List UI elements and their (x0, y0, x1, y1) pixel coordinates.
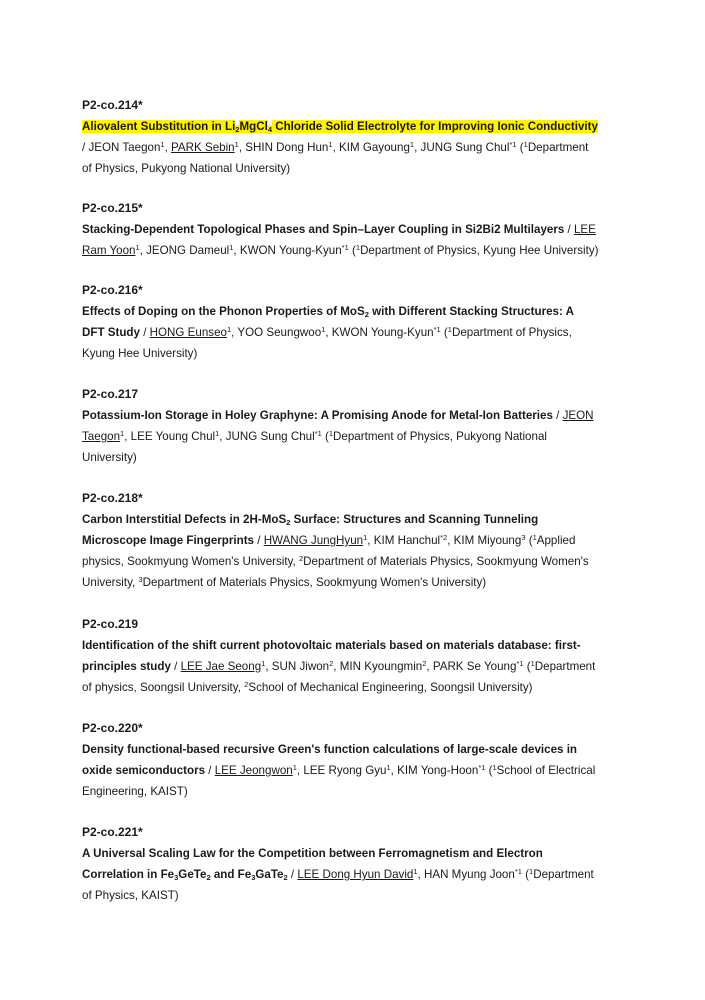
abstract-line (82, 760, 624, 781)
affiliation-marker: 1 (447, 325, 452, 334)
text-run: , HAN Myung Joon (417, 868, 515, 881)
text-run: Department of Physics, Pukyong National (333, 430, 547, 443)
affiliation-marker: 1 (328, 140, 333, 149)
abstract-line (82, 677, 624, 698)
affiliation-marker: 1 (160, 140, 165, 149)
abstract-entry (82, 280, 624, 364)
presenter-name: Ram Yoon (82, 244, 136, 257)
text-run: , KWON Young-Kyun (325, 326, 434, 339)
abstract-line (82, 739, 624, 760)
abstract-line (82, 551, 624, 572)
abstract-line (82, 781, 624, 802)
abstract-line (82, 426, 624, 447)
abstract-entry (82, 384, 624, 468)
text-run: ( (485, 764, 493, 777)
title-text: and Fe (210, 868, 252, 881)
presenter-name: HWANG JungHyun (263, 534, 364, 547)
title-text: MgCl (239, 120, 268, 133)
affiliation-marker: 3 (521, 533, 526, 542)
title-text: GeTe (178, 868, 207, 881)
chemical-subscript: 2 (286, 518, 291, 527)
text-run: Department of Physics, Kyung Hee University) (360, 244, 599, 257)
text-run: / (205, 764, 215, 777)
affiliation-marker: 1 (292, 763, 297, 772)
text-run: , KIM Yong-Hoon (390, 764, 479, 777)
text-run: , (164, 141, 172, 154)
affiliation-marker: *1 (478, 763, 486, 772)
affiliation-marker: 2 (329, 659, 334, 668)
abstract-line (82, 885, 624, 906)
affiliation-marker: 1 (530, 659, 535, 668)
title-text: oxide semiconductors (82, 764, 206, 777)
title-text: Effects of Doping on the Phonon Properties of MoS (82, 305, 365, 318)
text-run: , JUNG Sung Chul (219, 430, 315, 443)
text-run: University, (82, 576, 139, 589)
text-run: University) (82, 451, 137, 464)
abstract-line (82, 322, 624, 343)
text-run: / (139, 326, 150, 339)
text-run: Engineering, KAIST) (82, 785, 188, 798)
affiliation-marker: *1 (509, 140, 517, 149)
abstract-line (82, 219, 624, 240)
chemical-subscript: 3 (251, 873, 256, 882)
text-run: ( (521, 868, 530, 881)
title-text: Potassium-Ion Storage in Holey Graphyne: A Promising Anode for Metal-Ion Batteries (82, 409, 553, 422)
presenter-name: PARK Sebin (171, 141, 235, 154)
text-run: , KWON Young-Kyun (233, 244, 342, 257)
title-text: Chloride Solid Electrolyte for Improving Ionic Conductivity (271, 120, 598, 133)
affiliation-marker: 2 (422, 659, 427, 668)
title-text: Aliovalent Substitution in Li (82, 120, 236, 133)
affiliation-marker: 1 (135, 243, 140, 252)
title-text: Identification of the shift current photovoltaic materials based on materials database: first- (82, 639, 581, 652)
abstract-line (82, 343, 624, 364)
affiliation-marker: 3 (138, 575, 143, 584)
text-run: / (287, 868, 298, 881)
text-run: , LEE Ryong Gyu (296, 764, 387, 777)
abstract-line (82, 240, 624, 261)
text-run: , LEE Young Chul (124, 430, 216, 443)
text-run: Department (527, 141, 589, 154)
chemical-subscript: 2 (206, 873, 211, 882)
text-run: , KIM Gayoung (332, 141, 410, 154)
affiliation-marker: 1 (409, 140, 415, 149)
title-text: Density functional-based recursive Green's function calculations of large-scale devices in (82, 743, 578, 756)
text-run: , KIM Hanchul (367, 534, 441, 547)
text-run: ( (523, 660, 531, 673)
abstract-entry (82, 822, 624, 906)
title-text: with Different Stacking Structures: A (368, 305, 575, 318)
abstract-entry (82, 95, 624, 179)
presenter-name: LEE Jeongwon (214, 764, 293, 777)
text-run: , JEONG Dameul (139, 244, 230, 257)
abstract-entry (82, 198, 624, 261)
presenter-name: LEE Dong Hyun David (297, 868, 414, 881)
text-run: / JEON Taegon (82, 141, 161, 154)
abstract-line (82, 158, 624, 179)
text-run: ( (440, 326, 448, 339)
abstract-line (82, 405, 624, 426)
chemical-subscript: 2 (283, 873, 288, 882)
abstract-line (82, 137, 624, 158)
title-text: Microscope Image Fingerprints (82, 534, 255, 547)
text-run: , YOO Seungwoo (231, 326, 322, 339)
affiliation-marker: *1 (516, 659, 524, 668)
abstract-entry (82, 488, 624, 593)
affiliation-marker: 1 (229, 243, 234, 252)
presenter-name: LEE (573, 223, 596, 236)
text-run: / (564, 223, 574, 236)
text-run: ( (348, 244, 356, 257)
affiliation-marker: 1 (532, 533, 537, 542)
abstract-line (82, 635, 624, 656)
abstract-code: P2-co.217 (82, 387, 139, 401)
text-run: Department (533, 868, 594, 881)
text-run: , PARK Se Young (426, 660, 517, 673)
chemical-subscript: 4 (267, 125, 272, 134)
title-text: Surface: Structures and Scanning Tunneling (290, 513, 539, 526)
text-run: of Physics, KAIST) (82, 889, 179, 902)
title-text: Correlation in Fe (82, 868, 175, 881)
text-run: / (254, 534, 264, 547)
title-text: GaTe (255, 868, 284, 881)
text-run: / (552, 409, 563, 422)
affiliation-marker: *1 (433, 325, 441, 334)
abstract-code: P2-co.220* (82, 721, 143, 735)
abstract-entry (82, 718, 624, 802)
affiliation-marker: 2 (299, 554, 304, 563)
text-run: , KIM Miyoung (447, 534, 522, 547)
abstract-line (82, 301, 624, 322)
affiliation-marker: 1 (413, 867, 418, 876)
text-run: , SUN Jiwon (265, 660, 330, 673)
text-run: Kyung Hee University) (82, 347, 198, 360)
abstract-code: P2-co.219 (82, 617, 139, 631)
affiliation-marker: 1 (215, 429, 220, 438)
affiliation-marker: 1 (529, 867, 534, 876)
text-run: Department of Materials Physics, Sookmyung Women's (303, 555, 589, 568)
presenter-name: Taegon (82, 430, 121, 443)
affiliation-marker: 1 (226, 325, 232, 334)
abstract-line (82, 572, 624, 593)
affiliation-marker: *1 (514, 867, 522, 876)
affiliation-marker: 1 (328, 429, 334, 438)
text-run: Applied (536, 534, 576, 547)
text-run: of Physics, Pukyong National University) (82, 162, 291, 175)
chemical-subscript: 2 (364, 310, 369, 319)
abstract-line (82, 656, 624, 677)
title-text: principles study (82, 660, 171, 673)
abstract-line (82, 530, 624, 551)
title-text: Stacking-Dependent Topological Phases and Spin–Layer Coupling in Si2Bi2 Multilayers (82, 223, 565, 236)
text-run: Department (534, 660, 596, 673)
text-run: / (170, 660, 181, 673)
abstract-code: P2-co.214* (82, 98, 143, 112)
chemical-subscript: 3 (174, 873, 179, 882)
presenter-name: JEON (562, 409, 594, 422)
affiliation-marker: 1 (492, 763, 497, 772)
presenter-name: HONG Eunseo (149, 326, 227, 339)
abstract-code: P2-co.216* (82, 283, 143, 297)
text-run: of physics, Soongsil University, (82, 681, 245, 694)
text-run: , MIN Kyoungmin (333, 660, 423, 673)
chemical-subscript: 2 (235, 125, 240, 134)
affiliation-marker: 1 (261, 659, 266, 668)
text-run: School of Mechanical Engineering, Soongsil University) (248, 681, 533, 694)
affiliation-marker: 1 (386, 763, 391, 772)
presenter-name: LEE Jae Seong (180, 660, 262, 673)
text-run: ( (516, 141, 524, 154)
abstract-line (82, 843, 624, 864)
abstract-line (82, 116, 624, 137)
abstract-entry (82, 614, 624, 698)
affiliation-marker: *1 (314, 429, 322, 438)
text-run: Department of Physics, (451, 326, 572, 339)
affiliation-marker: 1 (355, 243, 361, 252)
affiliation-marker: 2 (244, 680, 249, 689)
affiliation-marker: 1 (234, 140, 239, 149)
text-run: , JUNG Sung Chul (414, 141, 510, 154)
abstract-code: P2-co.215* (82, 201, 143, 215)
affiliation-marker: 1 (363, 533, 368, 542)
affiliation-marker: 1 (120, 429, 125, 438)
affiliation-marker: 1 (321, 325, 326, 334)
abstract-line (82, 864, 624, 885)
affiliation-marker: 1 (523, 140, 528, 149)
text-run: Department of Materials Physics, Sookmyung Women's University) (142, 576, 487, 589)
text-run: ( (525, 534, 533, 547)
abstract-line (82, 447, 624, 468)
title-text: A Universal Scaling Law for the Competition between Ferromagnetism and Electron (82, 847, 543, 860)
text-run: physics, Sookmyung Women's University, (82, 555, 299, 568)
text-run: School of Electrical (496, 764, 596, 777)
abstract-code: P2-co.218* (82, 491, 143, 505)
title-text: DFT Study (82, 326, 140, 339)
abstract-line (82, 509, 624, 530)
text-run: , SHIN Dong Hun (238, 141, 329, 154)
abstract-code: P2-co.221* (82, 825, 143, 839)
title-text: Carbon Interstitial Defects in 2H-MoS (82, 513, 287, 526)
affiliation-marker: *1 (341, 243, 349, 252)
affiliation-marker: *2 (440, 533, 448, 542)
text-run: ( (321, 430, 329, 443)
